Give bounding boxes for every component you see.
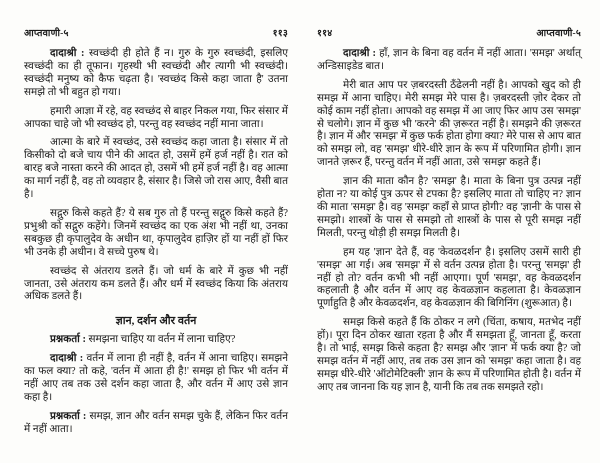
right-page-header bbox=[317, 26, 581, 39]
paragraph bbox=[24, 208, 288, 260]
paragraph-text: हमारी आज्ञा में रहे, वह स्वच्छंद से बाहर निकल गया, फिर संसार में आपका चाहे जो भी स्वच्छंद हो, परन्तु वह स्वच्छंद नहीं माना जाता। bbox=[24, 105, 288, 130]
left-page bbox=[24, 26, 288, 437]
paragraph bbox=[24, 137, 288, 202]
speaker-label: दादाश्री : bbox=[50, 353, 87, 365]
running-title: आप्तवाणी-५ bbox=[536, 29, 581, 39]
paragraph bbox=[24, 48, 288, 100]
left-page-header bbox=[24, 26, 288, 39]
paragraph-text: समझ, ज्ञान और वर्तन समझ चुके हैं, लेकिन फिर वर्तन में नहीं आता। bbox=[24, 410, 288, 435]
paragraph-text: हम यह 'ज्ञान' देते हैं, वह 'केवळदर्शन' है। इसलिए उसमें सारी ही 'समझ' आ गई। अब 'समझ' में से वर्तन उत्पन्न होता है। परन्तु 'समझ' ही नहीं हो तो? वर्तन कभी भी नहीं आएगा। पूर्ण 'समझ', वह केवळदर्शन कहलाती है और वर्तन में आए वह केवळज्ञान कहलाता है। केवळज्ञान पूर्णाहुति है और केवळदर्शन, वह केवळज्ञान की बिगिनिंग (शुरूआत) है। bbox=[317, 246, 581, 310]
paragraph-text: स्वच्छंद से अंतराय डलते हैं। जो धर्म के बारे में कुछ भी नहीं जानता, उसे अंतराय कम डलते हैं। और धर्म में स्वच्छंद किया कि अंतराय अधिक डलते हैं। bbox=[24, 265, 288, 303]
paragraph-text: समझना चाहिए या वर्तन में लाना चाहिए? bbox=[88, 334, 236, 346]
running-title: आप्तवाणी-५ bbox=[24, 29, 69, 39]
paragraph-text: स्वच्छंदी ही होते हैं न। गुरु के गुरु स्वच्छंदी, इसलिए स्वच्छंदी का ही तूफान। गृहस्थी भी स्वच्छंदी और त्यागी भी स्वच्छंदी। स्वच्छंदी मनुष्य को कैफ चढ़ता है। 'स्वच्छंद किसे कहा जाता है' उतना समझे तो भी बहुत हो गया। bbox=[24, 48, 289, 98]
paragraph-text: ज्ञान की माता कौन है? 'समझ' है। माता के बिना पुत्र उत्पन्न नहीं होता न? या कोई पुत्र ऊपर से टपका है? इसलिए माता तो चाहिए न? ज्ञान की माता 'समझ' है। वह 'समझ' कहाँ से प्राप्त होगी? वह 'ज्ञानी' के पास से समझो। शास्त्रों के पास से समझो तो शास्त्रों के पास से पूरी समझ नहीं मिलती, परन्तु थोड़ी ही समझ मिलती है। bbox=[317, 176, 581, 239]
speaker-label: प्रश्नकर्ता : bbox=[50, 334, 89, 346]
paragraph-text: समझ किसे कहते हैं कि ठोकर न लगे (चिंता, कषाय, मतभेद नहीं हों)। पूरा दिन ठोकर खाता रहता है और मैं समझता हूँ, जानता हूँ, करता है। तो भाई, समझ किसे कहता है? समझ और 'ज्ञान' में फर्क क्या है? जो समझ वर्तन में नहीं आए, तब तक उस ज्ञान को 'समझ' कहा जाता है। वह समझ धीरे-धीरे 'ऑटोमेटिक्ली' ज्ञान के रूप में परिणामित होती है। वर्तन में आए तब जानना कि यह ज्ञान है, यानी कि तब तक समझते रहो। bbox=[317, 317, 581, 393]
paragraph bbox=[24, 266, 288, 305]
page-number: ११३ bbox=[272, 29, 288, 39]
paragraph-text: हाँ, ज्ञान के बिना वह वर्तन में नहीं आता। 'समझ' अर्थात् अन्डिसाइडेड बात। bbox=[317, 48, 581, 72]
speaker-label: दादाश्री : bbox=[343, 48, 380, 59]
paragraph-text: मेरी बात आप पर ज़बरदस्ती ठँढेलनी नहीं है। आपको खुद को ही समझ में आना चाहिए। मेरी समझ मेरे पास है। ज़बरदस्ती ज़ोर देकर तो कोई काम नहीं होता। आपको वह समझ में आ जाए फिर आप उस 'समझ' से चलोगे। ज्ञान में कुछ भी 'करने' की ज़रूरत नहीं है। समझने की ज़रूरत है। ज्ञान में और 'समझ' में कुछ फर्क होता होगा क्या? मेरे पास से आप बात को समझ लो, वह 'समझ' धीरे-धीरे ज्ञान के रूप में परिणामित होगी। ज्ञान जानते ज़रूर हैं, परन्तु वर्तन में नहीं आता, उसे 'समझ' कहते हैं। bbox=[317, 79, 581, 169]
paragraph bbox=[24, 353, 288, 405]
paragraph-text: सद्गुरु किसे कहते हैं? ये सब गुरु तो हैं परन्तु सद्गुरु किसे कहते हैं? प्रभुश्री को सद्गुरु कहेंगे। जिनमें स्वच्छंद का एक अंश भी नहीं था, उनका सबकुछ ही कृपालुदेव के अधीन था, कृपालुदेव हाज़िर हों या नहीं हों फिर भी उनके ही अधीन। वे सच्चे पुरुष थे। bbox=[24, 207, 288, 258]
paragraph bbox=[317, 317, 581, 394]
right-page bbox=[317, 26, 581, 395]
paragraph bbox=[24, 106, 288, 132]
paragraph bbox=[24, 411, 288, 437]
paragraph bbox=[317, 176, 581, 241]
section-heading: ज्ञान, दर्शन और वर्तन bbox=[115, 315, 197, 328]
page-number: ११४ bbox=[317, 29, 333, 39]
paragraph bbox=[317, 48, 581, 74]
speaker-label: प्रश्नकर्ता : bbox=[50, 410, 90, 422]
paragraph bbox=[317, 247, 581, 312]
paragraph-text: आत्मा के बारे में स्वच्छंद, उसे स्वच्छंद कहा जाता है। संसार में तो किसीको दो बजे चाय पीने की आदत हो, उसमें हमें हर्ज नहीं है। रात को बारह बजे नास्ता करने की आदत हो, उसमें भी हमें हर्ज नहीं है। वह आत्मा का मार्ग नहीं है, वह तो व्यवहार है, संसार है। जिसे जो रास आए, वैसी बात है। bbox=[24, 137, 288, 201]
paragraph bbox=[24, 334, 288, 347]
paragraph bbox=[317, 80, 581, 170]
speaker-label: दादाश्री : bbox=[50, 48, 90, 59]
paragraph-text: वर्तन में लाना ही नहीं है, वर्तन में आना चाहिए। समझने का फल क्या? तो कहे, 'वर्तन में आता ही है!' समझ हो फिर भी वर्तन में नहीं आए तब तक उसे दर्शन कहा जाता है, और वर्तन में आए उसे ज्ञान कहा है। bbox=[24, 353, 289, 403]
